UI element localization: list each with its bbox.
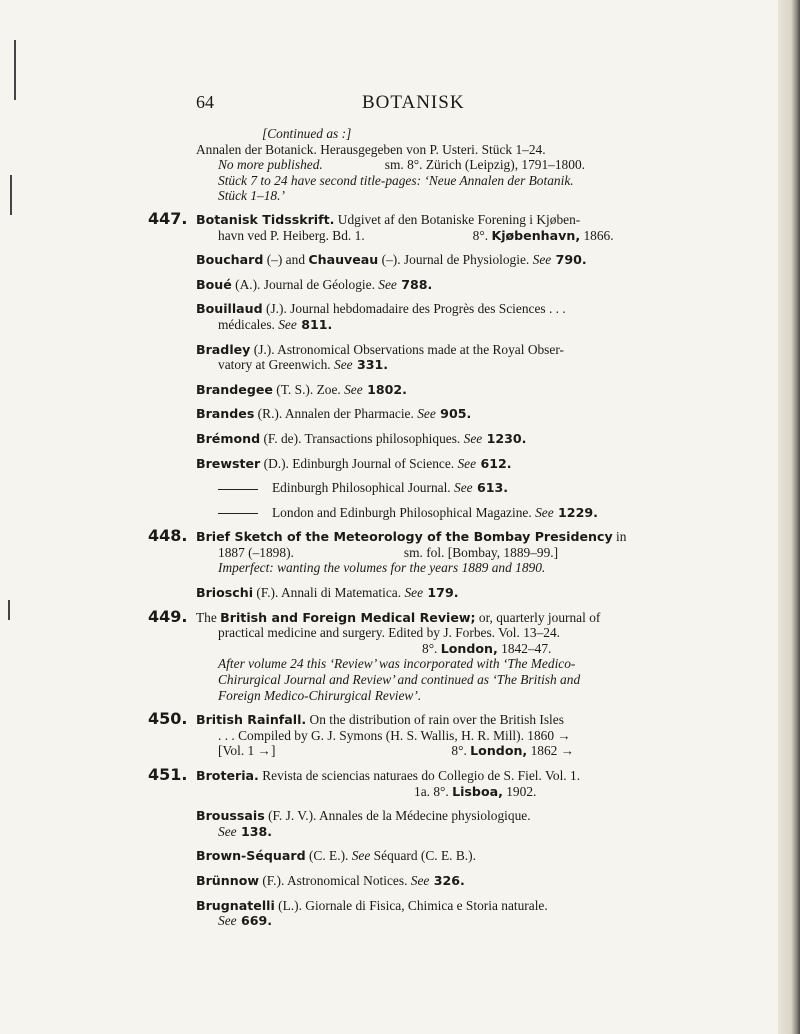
text-fragment: Brandegee <box>196 381 273 397</box>
text-fragment: Bouchard <box>196 252 264 268</box>
text-fragment: 331. <box>352 357 389 373</box>
text-fragment: Boué <box>196 276 232 292</box>
text-fragment: 8°. <box>422 640 441 656</box>
entry-heading: British Rainfall. <box>196 712 307 728</box>
entry-line: Udgivet af den Botaniske Forening i Kjøben- <box>334 211 581 227</box>
xref-brewster-2 <box>196 480 606 496</box>
text-fragment: [Vol. 1 →] <box>218 743 276 759</box>
running-title: BOTANISK <box>362 92 465 113</box>
text-fragment: Brioschi <box>196 585 254 601</box>
text-fragment: 669. <box>236 913 273 929</box>
text-fragment: (F. J. V.). Annales de la Médecine physiologique. <box>264 808 531 824</box>
entry-450 <box>148 709 606 759</box>
xref-brewster-3 <box>196 505 606 521</box>
xref-brown-sequard <box>196 848 606 864</box>
text-fragment: Broussais <box>196 808 265 824</box>
entry-note: Stück 7 to 24 have second title-pages: ‘Neue Annalen der Botanik. <box>218 172 574 188</box>
entry-447 <box>148 208 614 243</box>
entry-line: havn ved P. Heiberg. Bd. 1. <box>218 227 365 243</box>
text-fragment: 1229. <box>553 504 598 520</box>
entry-heading: British and Foreign Medical Review; <box>220 609 476 625</box>
text-fragment: See <box>410 872 430 888</box>
entry-format: 8°. <box>472 227 489 243</box>
text-fragment: After volume 24 this ‘Review’ was incorporated with ‘The Medico- <box>218 656 576 672</box>
text-fragment: (D.). Edinburgh Journal of Science. <box>260 455 458 471</box>
text-fragment: (F. de). Transactions philosophiques. <box>260 430 464 446</box>
entry-note: No more published. <box>218 157 323 173</box>
text-fragment: Brugnatelli <box>196 897 275 913</box>
entry-number: 451. <box>148 765 188 784</box>
text-fragment: Bradley <box>196 341 251 357</box>
text-fragment: Chauveau <box>308 252 379 268</box>
text-fragment: 1230. <box>482 430 527 446</box>
text-fragment: See <box>535 504 554 520</box>
xref-number: 788. <box>396 276 433 292</box>
text-fragment: London, <box>470 743 528 759</box>
entry-number: 450. <box>148 709 188 729</box>
text-fragment: Brewster <box>196 455 261 471</box>
continued-label: [Continued as :] <box>262 126 352 141</box>
text-fragment: On the distribution of rain over the British Isles <box>306 712 564 728</box>
text-fragment: 905. <box>435 406 472 422</box>
text-fragment: (J.). Astronomical Observations made at the Royal Obser- <box>250 341 564 357</box>
text-fragment: Bouillaud <box>196 301 263 317</box>
text-fragment: 138. <box>236 823 273 839</box>
text-fragment: in <box>612 529 627 545</box>
xref-bouchard <box>196 252 606 268</box>
entry-place: Kjøbenhavn, <box>491 227 581 243</box>
text-fragment: See <box>532 252 552 268</box>
text-fragment: See <box>404 585 424 601</box>
text-fragment: vatory at Greenwich. <box>218 357 335 373</box>
text-fragment: Lisboa, <box>452 783 503 799</box>
continued-entry <box>196 126 606 204</box>
text-fragment: See <box>278 316 297 332</box>
xref-brugnatelli <box>196 898 606 929</box>
text-fragment: See <box>351 848 371 864</box>
entry-heading: Botanisk Tidsskrift. <box>196 211 335 227</box>
text-fragment: Brandes <box>196 406 255 422</box>
text-fragment: (F.). Astronomical Notices. <box>259 872 411 888</box>
text-fragment: or, quarterly journal of <box>475 609 601 625</box>
text-fragment: The <box>196 609 221 625</box>
text-fragment: London, <box>440 640 498 656</box>
text-fragment: See <box>457 455 477 471</box>
xref-number: 790. <box>551 252 587 268</box>
text-fragment: See <box>454 480 473 496</box>
margin-mark <box>8 600 10 620</box>
xref-brunnow <box>196 873 606 889</box>
entry-imprint: sm. 8°. Zürich (Leipzig), 1791–1800. <box>384 157 585 173</box>
text-fragment: (A.). Journal de Géologie. <box>231 276 379 292</box>
ditto-rule <box>218 489 258 490</box>
text-fragment: See <box>463 430 483 446</box>
text-fragment: See <box>218 823 237 839</box>
margin-mark <box>14 40 16 100</box>
xref-brewster <box>196 456 606 472</box>
entry-number: 447. <box>148 208 188 228</box>
entry-line: Annalen der Botanick. Herausgegeben von P. Usteri. Stück 1–24. <box>196 141 546 157</box>
xref-brioschi <box>196 585 606 601</box>
text-fragment: 1862 → <box>527 743 575 759</box>
text-fragment: 1842–47. <box>497 640 552 656</box>
text-fragment: . . . Compiled by G. J. Symons (H. S. Wallis, H. R. Mill). 1860 → <box>218 727 571 743</box>
entry-451 <box>148 765 606 799</box>
entry-448 <box>148 526 627 576</box>
entries <box>148 126 627 938</box>
ditto-rule <box>218 513 258 514</box>
text-fragment: 1902. <box>502 783 537 799</box>
text-fragment: (R.). Annalen der Pharmacie. <box>254 406 418 422</box>
entry-number: 449. <box>148 606 188 626</box>
text-fragment: médicales. <box>218 316 279 332</box>
text-fragment: 1a. 8°. <box>414 783 453 799</box>
xref-bremond <box>196 431 606 447</box>
text-fragment: See <box>218 913 237 929</box>
entry-year: 1866. <box>580 227 614 243</box>
text-fragment: See <box>334 357 353 373</box>
text-fragment: London and Edinburgh Philosophical Magazine. <box>272 504 536 520</box>
xref-broussais <box>196 808 606 839</box>
entry-number: 448. <box>148 526 188 546</box>
text-fragment: 1887 (–1898). <box>218 544 294 560</box>
text-fragment: 179. <box>423 585 459 601</box>
text-fragment: Revista de sciencias naturaes do Collegio de S. Fiel. Vol. 1. <box>258 768 581 783</box>
page-edge-shadow <box>778 0 800 1034</box>
entry-note: Stück 1–18.’ <box>218 188 285 204</box>
xref-brandes <box>196 406 606 422</box>
text-fragment: (L.). Giornale di Fisica, Chimica e Storia naturale. <box>274 897 548 913</box>
text-fragment: 1802. <box>362 381 407 397</box>
text-fragment: (C. E.). <box>305 848 352 864</box>
text-fragment: practical medicine and surgery. Edited by J. Forbes. Vol. 13–24. <box>218 625 561 641</box>
xref-brandegee <box>196 382 606 398</box>
text-fragment: Brémond <box>196 430 261 446</box>
text-fragment: Brünnow <box>196 872 259 888</box>
text-fragment: 613. <box>472 480 509 496</box>
text-fragment: (F.). Annali di Matematica. <box>253 585 405 601</box>
text-fragment: (–). Journal de Physiologie. <box>378 252 533 268</box>
text-fragment: Séquard (C. E. B.). <box>370 848 476 864</box>
text-fragment: See <box>344 381 363 397</box>
page-number: 64 <box>196 92 214 112</box>
text-fragment: Chirurgical Journal and Review’ and continued as ‘The British and <box>218 672 581 688</box>
margin-mark <box>10 175 12 215</box>
entry-heading: Broteria. <box>196 768 259 783</box>
entry-449 <box>148 606 606 704</box>
text-fragment: (J.). Journal hebdomadaire des Progrès des Sciences . . . <box>262 301 566 317</box>
text-fragment: See <box>417 406 436 422</box>
text-fragment: 8°. <box>451 743 471 759</box>
text-fragment: See <box>378 276 397 292</box>
text-fragment: Brown-Séquard <box>196 848 306 864</box>
entry-heading: Brief Sketch of the Meteorology of the Bombay Presidency <box>196 529 613 545</box>
xref-bradley <box>196 342 606 373</box>
text-fragment: (T. S.). Zoe. <box>272 381 345 397</box>
text-fragment: Edinburgh Philosophical Journal. <box>272 480 455 496</box>
page-header <box>0 92 800 116</box>
text-fragment: Foreign Medico-Chirurgical Review’. <box>218 687 422 703</box>
entry-note: Imperfect: wanting the volumes for the years 1889 and 1890. <box>218 560 546 576</box>
text-fragment: (–) and <box>263 252 309 268</box>
text-fragment: 811. <box>296 316 333 332</box>
text-fragment: 326. <box>429 872 465 888</box>
xref-boue <box>196 277 606 293</box>
text-fragment: sm. fol. [Bombay, 1889–99.] <box>403 544 559 560</box>
xref-bouillaud <box>196 301 606 332</box>
text-fragment: 612. <box>476 455 512 471</box>
